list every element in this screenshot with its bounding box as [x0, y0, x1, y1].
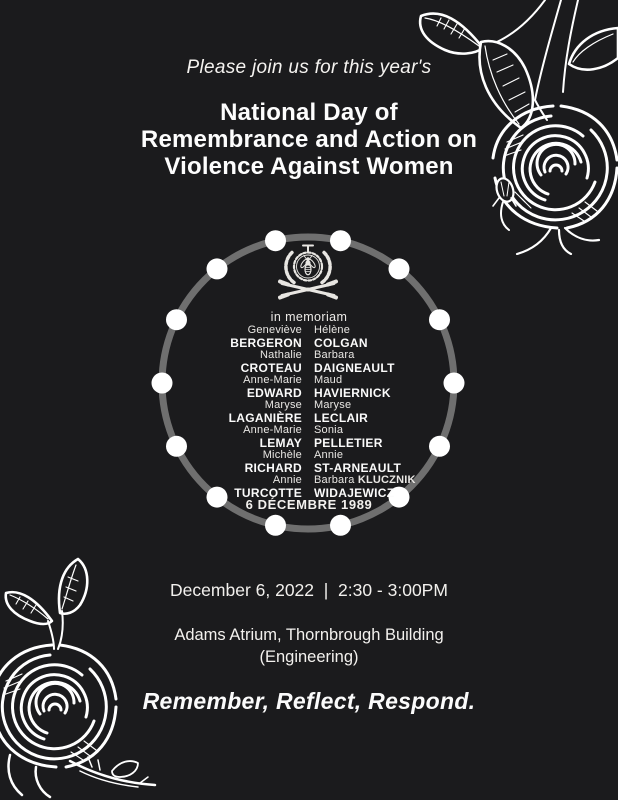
poster-subtitle: Please join us for this year's	[186, 57, 432, 78]
memorial-name: Sonia PELLETIER	[314, 424, 383, 450]
memorial-dot	[330, 515, 351, 536]
memorial-names	[169, 325, 449, 500]
memorial-dot	[265, 515, 286, 536]
title-line-2: Remembrance and Action on	[140, 126, 478, 153]
memorial-name-row	[169, 450, 449, 474]
memorial-name: Geneviève BERGERON	[230, 324, 302, 350]
event-datetime: December 6, 2022 | 2:30 - 3:00PM	[170, 580, 448, 600]
memorial-name: Anne-Marie EDWARD	[243, 374, 302, 400]
memorial-date: 6 DÉCEMBRE 1989	[245, 497, 373, 512]
memorial-name: Anne-Marie LEMAY	[243, 424, 302, 450]
memorial-name-row	[169, 375, 449, 399]
memorial-name: Maud HAVIERNICK	[314, 374, 391, 400]
memorial-name: Barbara DAIGNEAULT	[314, 349, 395, 375]
memorial-name: Annie ST-ARNEAULT	[314, 449, 402, 475]
in-memoriam-label: in memoriam	[270, 310, 348, 324]
memorial-name-row	[169, 400, 449, 424]
event-location-line-1: Adams Atrium, Thornbrough Building	[174, 626, 444, 644]
title-line-3: Violence Against Women	[164, 153, 454, 180]
memorial-name: Maryse LECLAIR	[314, 399, 369, 425]
memorial-name: Annie TURCOTTE	[234, 474, 302, 500]
page-title	[0, 99, 618, 180]
memorial-name-row	[169, 325, 449, 349]
memorial-name-row	[169, 475, 449, 499]
memorial-dot	[389, 258, 410, 279]
memorial-name: Maryse LAGANIÈRE	[228, 399, 302, 425]
title-line-1: National Day of	[220, 99, 398, 126]
engineering-crest-icon	[270, 243, 346, 306]
memorial-name: Nathalie CROTEAU	[240, 349, 302, 375]
memorial-name: Hélène COLGAN	[314, 324, 368, 350]
event-location-line-2: (Engineering)	[259, 648, 359, 666]
memorial-name-row	[169, 350, 449, 374]
memorial-name: Barbara KLUCZNIK WIDAJEWICZ	[314, 474, 416, 500]
memorial-name: Michèle RICHARD	[244, 449, 302, 475]
event-tagline: Remember, Reflect, Respond.	[142, 688, 476, 714]
memorial-name-row	[169, 425, 449, 449]
memorial-dot	[207, 258, 228, 279]
